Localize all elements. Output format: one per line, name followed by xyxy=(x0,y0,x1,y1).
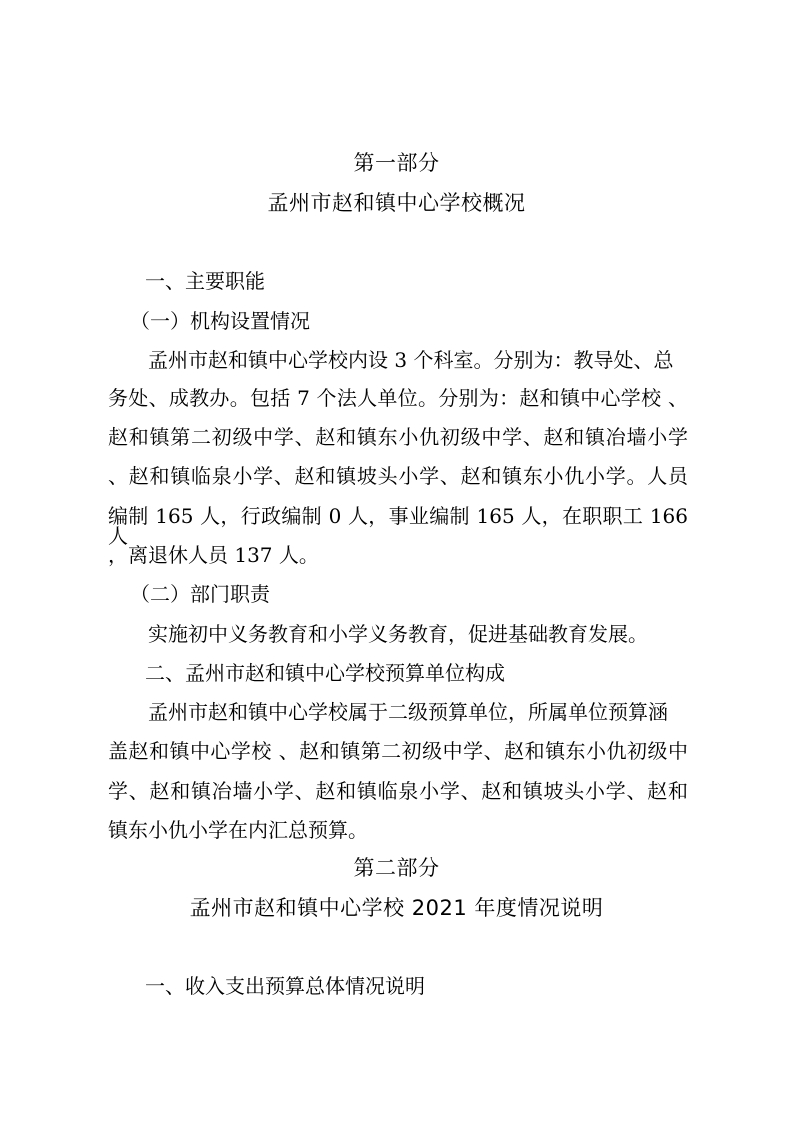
sub1-line-6: ，离退休人员 137 人。 xyxy=(108,543,319,567)
section2-heading: 二、孟州市赵和镇中心学校预算单位构成 xyxy=(145,661,505,685)
sub1-line-1: 孟州市赵和镇中心学校内设 3 个科室。分别为：教导处、总 xyxy=(148,348,674,372)
section2-line-2: 盖赵和镇中心学校 、赵和镇第二初级中学、赵和镇东小仇初级中 xyxy=(108,739,688,763)
section1-heading: 一、主要职能 xyxy=(145,269,265,293)
section3-heading: 一、收入支出预算总体情况说明 xyxy=(145,974,425,998)
part2-label: 第二部分 xyxy=(353,856,440,880)
sub1-line-5: 编制 165 人，行政编制 0 人，事业编制 165 人，在职职工 166 人 xyxy=(108,504,688,548)
section2-line-4: 镇东小仇小学在内汇总预算。 xyxy=(108,818,368,842)
sub1-line-3: 赵和镇第二初级中学、赵和镇东小仇初级中学、赵和镇冶墙小学 xyxy=(108,425,688,449)
sub2-line-1: 实施初中义务教育和小学义务教育，促进基础教育发展。 xyxy=(148,622,648,646)
section2-line-1: 孟州市赵和镇中心学校属于二级预算单位，所属单位预算涵 xyxy=(148,700,668,724)
sub1-line-4: 、赵和镇临泉小学、赵和镇坡头小学、赵和镇东小仇小学。人员 xyxy=(108,464,688,488)
part2-title: 孟州市赵和镇中心学校 2021 年度情况说明 xyxy=(189,896,604,920)
section1-sub1-heading: （一）机构设置情况 xyxy=(130,309,310,333)
part1-label: 第一部分 xyxy=(353,151,440,175)
sub1-line-2: 务处、成教办。包括 7 个法人单位。分别为：赵和镇中心学校 、 xyxy=(108,386,688,410)
section1-sub2-heading: （二）部门职责 xyxy=(130,582,270,606)
section2-line-3: 学、赵和镇冶墙小学、赵和镇临泉小学、赵和镇坡头小学、赵和 xyxy=(108,779,688,803)
part1-title: 孟州市赵和镇中心学校概况 xyxy=(267,191,526,215)
